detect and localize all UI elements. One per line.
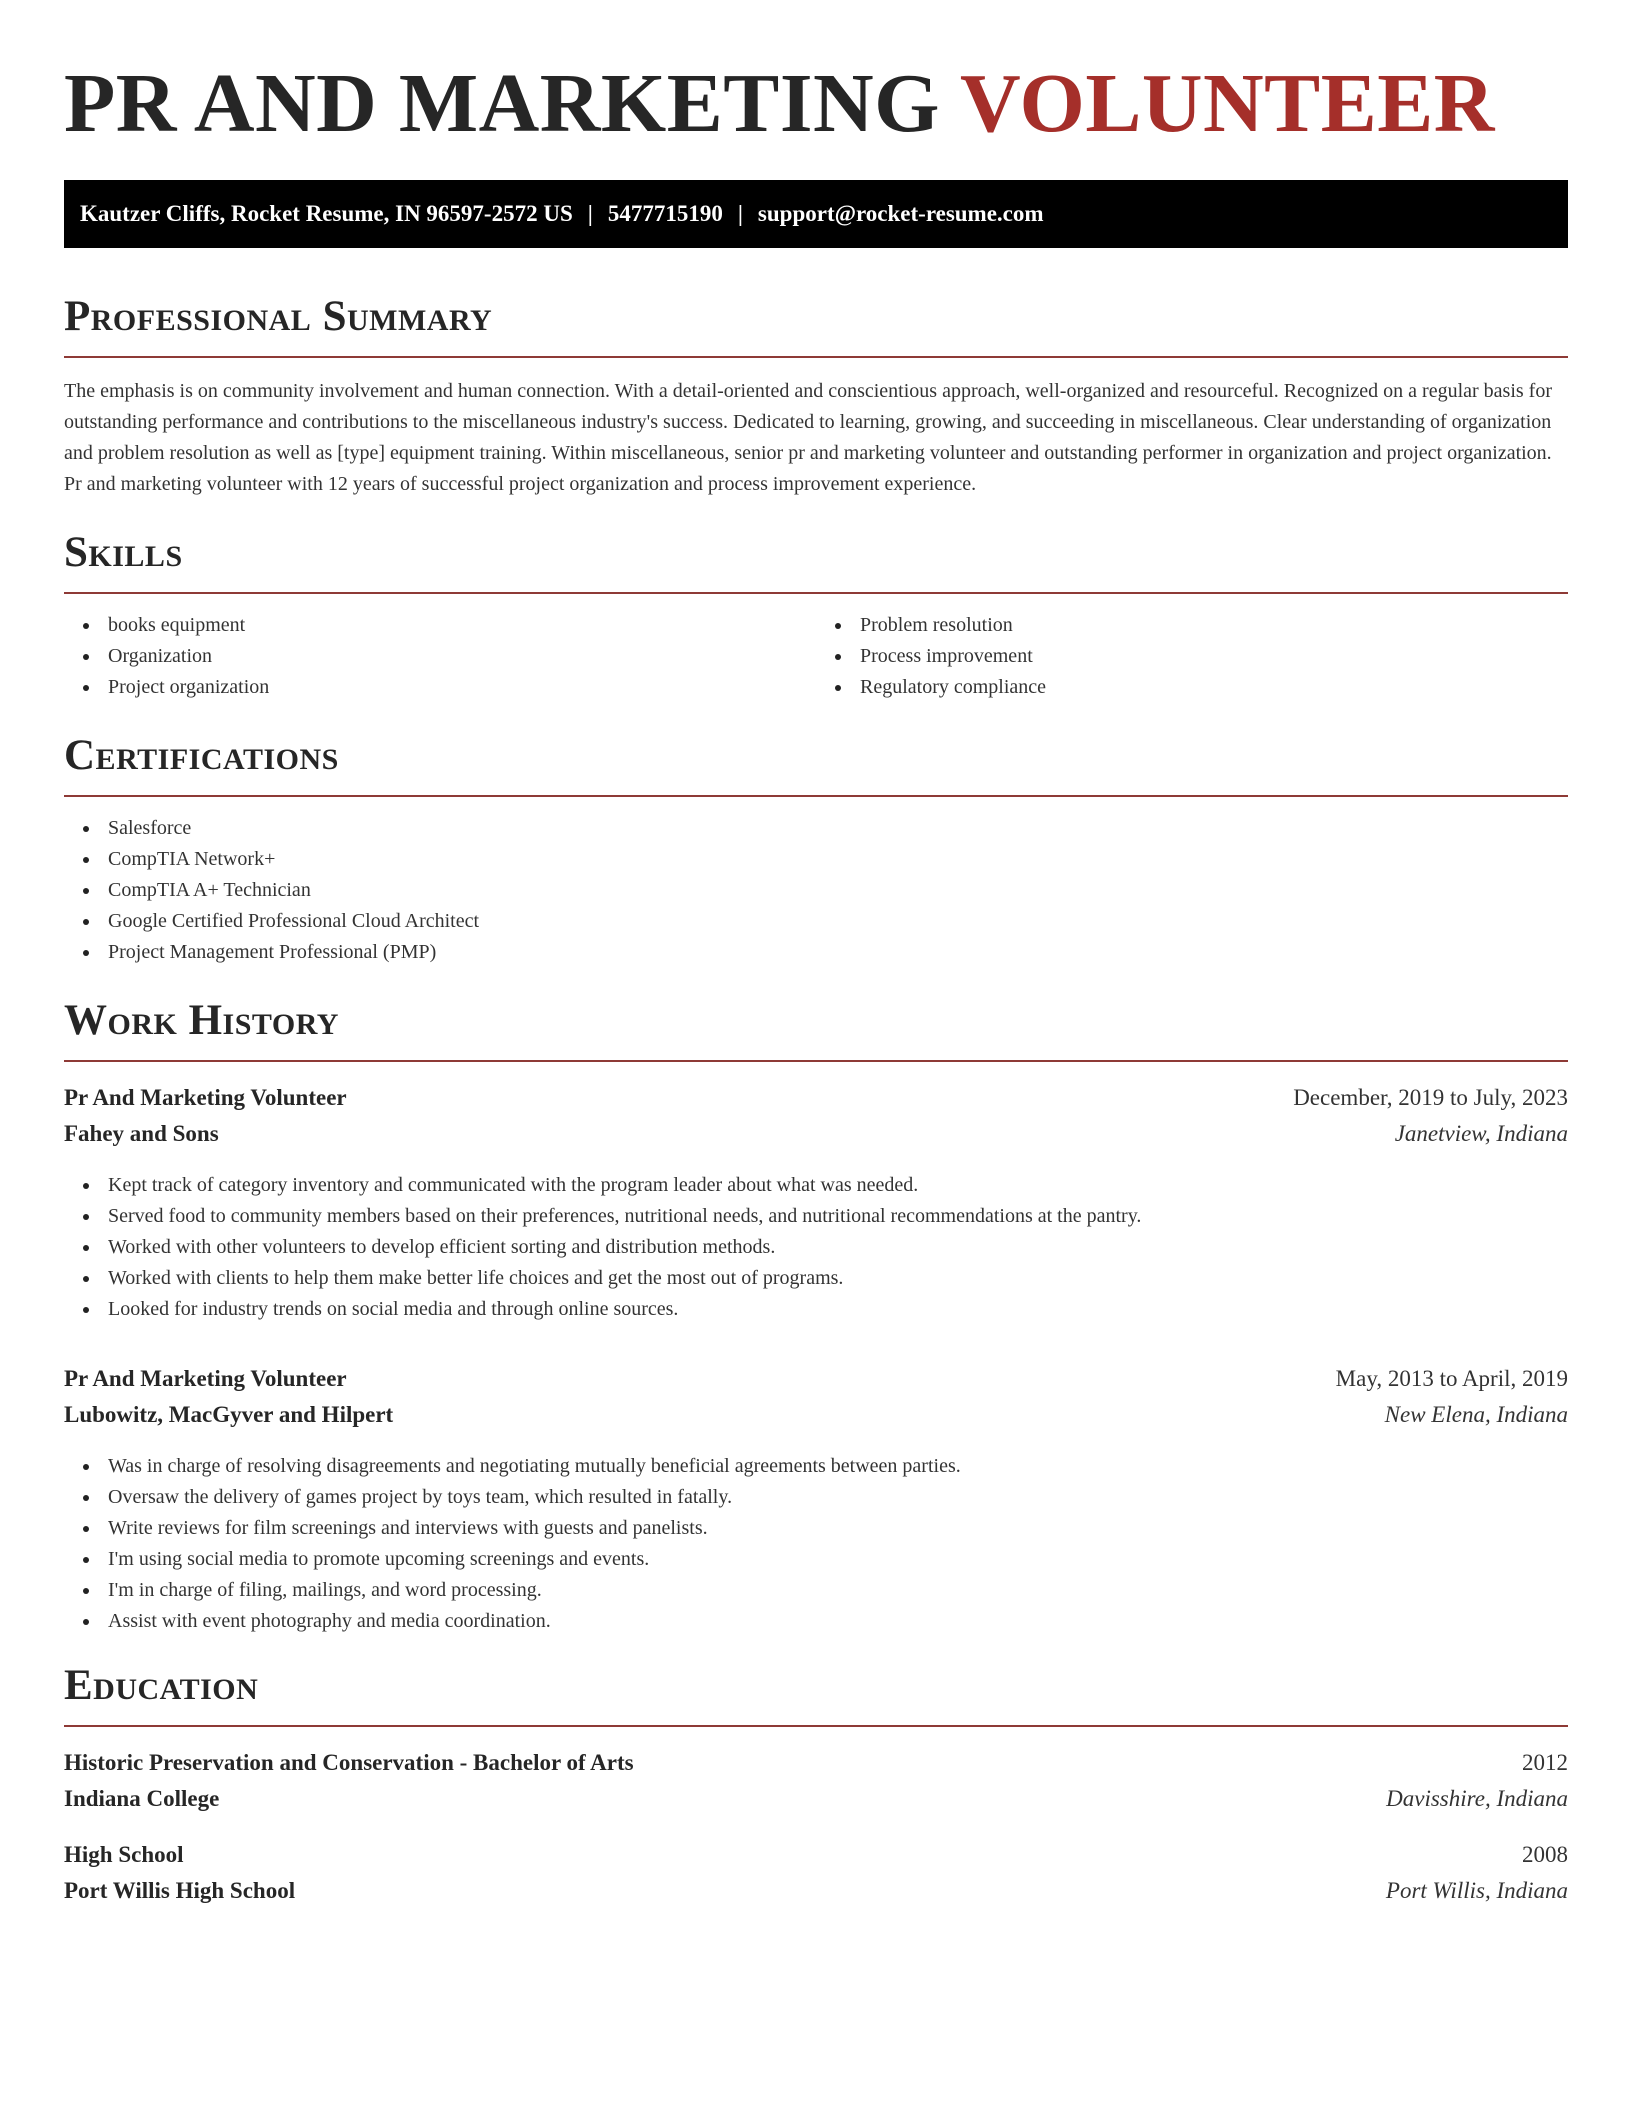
skill-item: Regulatory compliance [816, 672, 1568, 703]
job-duty: Served food to community members based on their preferences, nutritional needs, and nutritional recommendations at the pantry. [64, 1201, 1568, 1232]
section-divider [64, 1060, 1568, 1062]
job-header-row [64, 1361, 1568, 1397]
skills-list-left [64, 610, 816, 703]
job-company: Lubowitz, MacGyver and Hilpert [64, 1402, 394, 1427]
certification-item: Salesforce [64, 813, 1568, 844]
certifications-list [64, 813, 1568, 968]
job-header-row [64, 1080, 1568, 1116]
contact-address: Kautzer Cliffs, Rocket Resume, IN 96597-2572 US [80, 201, 573, 226]
title-accent: VOLUNTEER [960, 57, 1495, 150]
job-duty: Worked with other volunteers to develop efficient sorting and distribution methods. [64, 1232, 1568, 1263]
certification-item: Google Certified Professional Cloud Architect [64, 906, 1568, 937]
skill-item: books equipment [64, 610, 816, 641]
job-position: Pr And Marketing Volunteer [64, 1366, 347, 1391]
job-company: Fahey and Sons [64, 1121, 219, 1146]
skills-section [64, 528, 1568, 703]
job-entry [64, 1080, 1568, 1325]
certification-item: CompTIA Network+ [64, 844, 1568, 875]
education-entry [64, 1745, 1568, 1817]
job-dates: December, 2019 to July, 2023 [1293, 1085, 1568, 1110]
education-degree-row [64, 1745, 1568, 1781]
job-duty: Kept track of category inventory and communicated with the program leader about what was needed. [64, 1170, 1568, 1201]
section-title-summary: Professional Summary [64, 293, 493, 340]
section-title-work-history: Work History [64, 997, 339, 1044]
contact-separator: | [587, 201, 593, 226]
education-degree-row [64, 1837, 1568, 1873]
skills-list-right [816, 610, 1568, 703]
job-duty: I'm using social media to promote upcoming screenings and events. [64, 1544, 1568, 1575]
resume-title [64, 56, 1568, 152]
skill-item: Process improvement [816, 641, 1568, 672]
education-degree: Historic Preservation and Conservation - Bachelor of Arts [64, 1750, 634, 1775]
education-location: Port Willis, Indiana [1385, 1878, 1568, 1903]
section-divider [64, 795, 1568, 797]
certification-item: CompTIA A+ Technician [64, 875, 1568, 906]
contact-phone: 5477715190 [607, 201, 723, 226]
job-duty: Write reviews for film screenings and interviews with guests and panelists. [64, 1513, 1568, 1544]
job-duty: Oversaw the delivery of games project by toys team, which resulted in fatally. [64, 1482, 1568, 1513]
education-entry [64, 1837, 1568, 1909]
job-duty: Looked for industry trends on social media and through online sources. [64, 1294, 1568, 1325]
job-duties-list [64, 1451, 1568, 1637]
education-section [64, 1661, 1568, 1909]
education-school: Indiana College [64, 1786, 220, 1811]
education-school: Port Willis High School [64, 1878, 296, 1903]
education-year: 2008 [1522, 1842, 1568, 1867]
professional-summary-section [64, 292, 1568, 500]
job-company-row [64, 1116, 1568, 1152]
job-entry [64, 1361, 1568, 1637]
certifications-section [64, 731, 1568, 968]
job-duty: Was in charge of resolving disagreements and negotiating mutually beneficial agreements between parties. [64, 1451, 1568, 1482]
job-duty: I'm in charge of filing, mailings, and word processing. [64, 1575, 1568, 1606]
contact-email: support@rocket-resume.com [757, 201, 1044, 226]
skills-grid [64, 594, 1568, 703]
certification-item: Project Management Professional (PMP) [64, 937, 1568, 968]
job-duty: Worked with clients to help them make better life choices and get the most out of programs. [64, 1263, 1568, 1294]
job-position: Pr And Marketing Volunteer [64, 1085, 347, 1110]
job-duty: Assist with event photography and media coordination. [64, 1606, 1568, 1637]
work-history-section [64, 996, 1568, 1637]
section-divider [64, 1725, 1568, 1727]
job-location: New Elena, Indiana [1384, 1402, 1568, 1427]
education-location: Davisshire, Indiana [1386, 1786, 1568, 1811]
section-title-skills: Skills [64, 529, 183, 576]
education-degree: High School [64, 1842, 184, 1867]
skill-item: Problem resolution [816, 610, 1568, 641]
job-dates: May, 2013 to April, 2019 [1335, 1366, 1568, 1391]
education-year: 2012 [1522, 1750, 1568, 1775]
contact-separator: | [737, 201, 743, 226]
summary-text: The emphasis is on community involvement and human connection. With a detail-oriented and conscientious approach, well-organized and resourceful. Recognized on a regular basis for outstanding performance and contributions to the miscellaneous industry's success. Dedicated to learning, growing, and succeeding in miscellaneous. Clear understanding of organization and problem resolution as well as [type] equipment training. Within miscellaneous, senior pr and marketing volunteer and outstanding performer in organization and project organization. Pr and marketing volunteer with 12 years of successful project organization and process improvement experience. [64, 380, 1552, 495]
job-company-row [64, 1397, 1568, 1433]
education-school-row [64, 1781, 1568, 1817]
education-school-row [64, 1873, 1568, 1909]
title-main: PR AND MARKETING [64, 57, 941, 150]
section-divider [64, 356, 1568, 358]
section-title-education: Education [64, 1662, 259, 1709]
skill-item: Organization [64, 641, 816, 672]
job-duties-list [64, 1170, 1568, 1325]
section-title-certifications: Certifications [64, 732, 339, 779]
contact-bar [64, 180, 1568, 248]
skill-item: Project organization [64, 672, 816, 703]
job-location: Janetview, Indiana [1394, 1121, 1568, 1146]
